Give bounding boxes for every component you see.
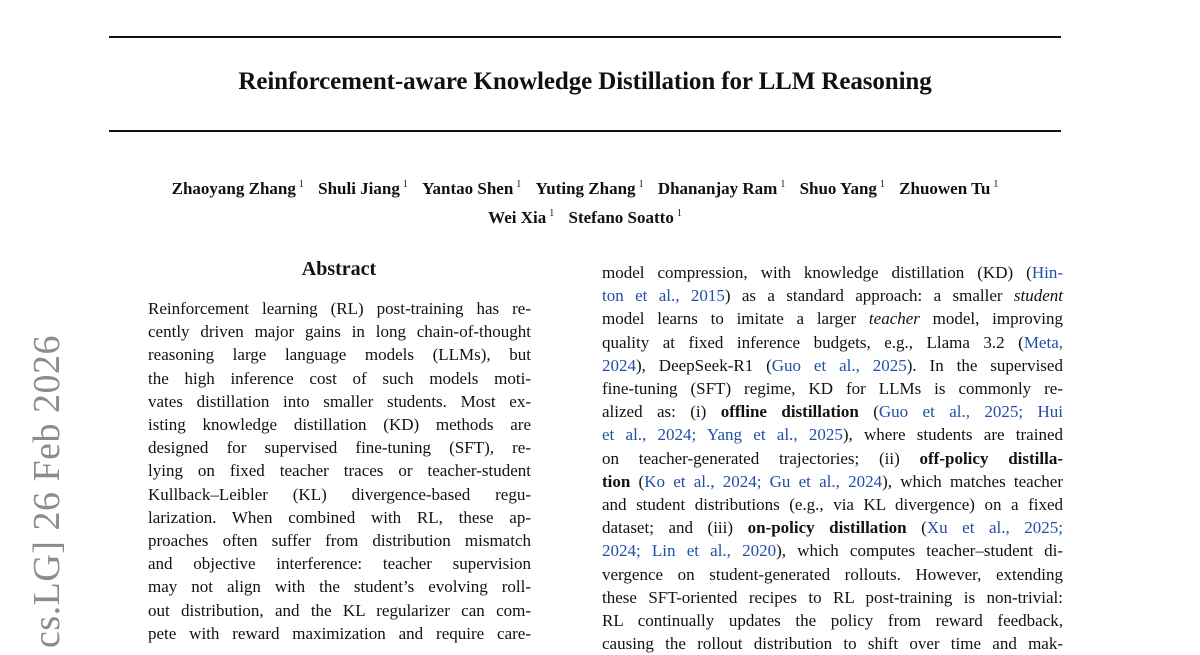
- body-text: ), DeepSeek-R1 (: [636, 355, 772, 375]
- author-name: Stefano Soatto $^1$: [568, 208, 682, 227]
- body-text: on teacher-generated trajectories; (ii): [602, 448, 920, 468]
- body-text: (: [906, 518, 927, 538]
- author-name: Zhaoyang Zhang $^1$: [171, 179, 304, 198]
- body-text: ), which matches teacher: [882, 471, 1063, 491]
- body-line: [602, 516, 1063, 539]
- body-line: [602, 632, 1063, 655]
- affiliation-marker: 1: [298, 179, 304, 190]
- arxiv-identifier-stamp: cs.LG] 26 Feb 2026: [26, 335, 68, 648]
- citation-link[interactable]: Meta,: [1023, 332, 1063, 352]
- body-text: these SFT-oriented recipes to RL post-training is non-trivial:: [602, 587, 1063, 607]
- body-text: (: [630, 471, 645, 491]
- body-line: [602, 539, 1063, 562]
- abstract-line: proaches often suffer from distribution mismatch: [148, 531, 531, 551]
- author-name: Dhananjay Ram $^1$: [657, 179, 786, 198]
- affiliation-marker: 1: [638, 179, 644, 190]
- author-name: Shuo Yang $^1$: [799, 179, 885, 198]
- affiliation-marker: 1: [516, 179, 522, 190]
- author-name: Shuli Jiang $^1$: [318, 179, 408, 198]
- abstract-line: Reinforcement learning (RL) post-training has re-: [148, 299, 531, 318]
- citation-link[interactable]: Hin-: [1031, 263, 1063, 282]
- body-line: [602, 354, 1063, 377]
- body-line: [602, 261, 1063, 284]
- body-text: model compression, with knowledge distillation (KD) (: [602, 263, 1032, 282]
- body-text: fine-tuning (SFT) regime, KD for LLMs is commonly re-: [602, 379, 1063, 399]
- body-text: (: [858, 402, 879, 422]
- abstract-line: may not align with the student’s evolving roll-: [148, 577, 531, 597]
- citation-link[interactable]: Ko et al., 2024; Gu et al., 2024: [644, 471, 883, 491]
- body-text: vergence on student-generated rollouts. However, extending: [602, 564, 1063, 584]
- body-line: [602, 470, 1063, 493]
- introduction-body: [602, 261, 1063, 655]
- abstract-line: pete with reward maximization and require care-: [148, 623, 531, 643]
- bold-term: tion: [602, 471, 631, 491]
- italic-term: student: [1013, 286, 1064, 306]
- abstract-line: isting knowledge distillation (KD) methods are: [148, 415, 531, 435]
- citation-link[interactable]: Guo et al., 2025; Hui: [878, 402, 1063, 422]
- citation-link[interactable]: ton et al., 2015: [602, 286, 725, 306]
- abstract-line: vates distillation into smaller students. Most ex-: [148, 391, 531, 411]
- abstract-line: lying on fixed teacher traces or teacher-student: [148, 461, 531, 481]
- body-line: [602, 331, 1063, 354]
- affiliation-marker: 1: [780, 179, 786, 190]
- citation-link[interactable]: 2024; Lin et al., 2020: [602, 541, 777, 561]
- abstract-line: cently driven major gains in long chain-of-thought: [148, 322, 531, 342]
- abstract-body: [148, 297, 531, 645]
- body-line: [602, 400, 1063, 423]
- body-text: and student distributions (e.g., via KL divergence) on a fixed: [602, 495, 1063, 515]
- body-line: [602, 377, 1063, 400]
- body-line: [602, 447, 1063, 470]
- bold-term: on-policy distillation: [747, 518, 907, 538]
- citation-link[interactable]: Xu et al., 2025;: [926, 518, 1063, 538]
- affiliation-marker: 1: [676, 208, 682, 219]
- title-bottom-rule: [109, 130, 1061, 132]
- author-name: Wei Xia $^1$: [488, 208, 555, 227]
- body-line: [602, 423, 1063, 446]
- author-name: Yantao Shen $^1$: [422, 179, 522, 198]
- italic-term: teacher: [868, 309, 920, 329]
- citation-link[interactable]: et al., 2024; Yang et al., 2025: [602, 425, 843, 445]
- author-list: [90, 172, 1080, 230]
- affiliation-marker: 1: [879, 179, 885, 190]
- body-line: [602, 284, 1063, 307]
- bold-term: offline distillation: [720, 402, 859, 422]
- body-text: dataset; and (iii): [602, 518, 748, 538]
- paper-title: Reinforcement-aware Knowledge Distillation for LLM Reasoning: [238, 68, 932, 95]
- affiliation-marker: 1: [402, 179, 408, 190]
- body-text: causing the rollout distribution to shift over time and mak-: [602, 634, 1063, 654]
- abstract-line: larization. When combined with RL, these ap-: [148, 507, 531, 527]
- author-name: Zhuowen Tu $^1$: [899, 179, 999, 198]
- citation-link[interactable]: 2024: [602, 355, 636, 375]
- abstract-line: reasoning large language models (LLMs), but: [148, 345, 531, 365]
- body-line: [602, 586, 1063, 609]
- bold-term: off-policy distilla-: [919, 448, 1063, 468]
- affiliation-marker: 1: [993, 179, 999, 190]
- body-text: model learns to imitate a larger: [602, 309, 869, 329]
- abstract-heading: Abstract: [301, 258, 377, 280]
- abstract-line: Kullback–Leibler (KL) divergence-based regu-: [148, 484, 531, 504]
- affiliation-marker: 1: [549, 208, 555, 219]
- body-line: [602, 609, 1063, 632]
- body-text: ), which computes teacher–student di-: [776, 541, 1064, 561]
- body-text: model, improving: [919, 309, 1063, 329]
- body-text: RL continually updates the policy from reward feedback,: [602, 611, 1063, 631]
- title-top-rule: [109, 36, 1061, 38]
- abstract-line: the high inference cost of such models moti-: [148, 368, 531, 388]
- abstract-line: out distribution, and the KL regularizer can com-: [148, 600, 531, 620]
- body-line: [602, 493, 1063, 516]
- body-line: [602, 307, 1063, 330]
- body-text: ), where students are trained: [842, 425, 1063, 445]
- body-line: [602, 563, 1063, 586]
- body-text: ) as a standard approach: a smaller: [724, 286, 1014, 306]
- body-text: ). In the supervised: [906, 355, 1063, 375]
- author-name: Yuting Zhang $^1$: [535, 179, 644, 198]
- body-text: alized as: (i): [602, 402, 721, 422]
- body-text: quality at fixed inference budgets, e.g., Llama 3.2 (: [602, 332, 1024, 352]
- abstract-line: and objective interference: teacher supervision: [148, 554, 531, 574]
- citation-link[interactable]: Guo et al., 2025: [771, 355, 907, 375]
- abstract-line: designed for supervised fine-tuning (SFT), re-: [148, 438, 531, 458]
